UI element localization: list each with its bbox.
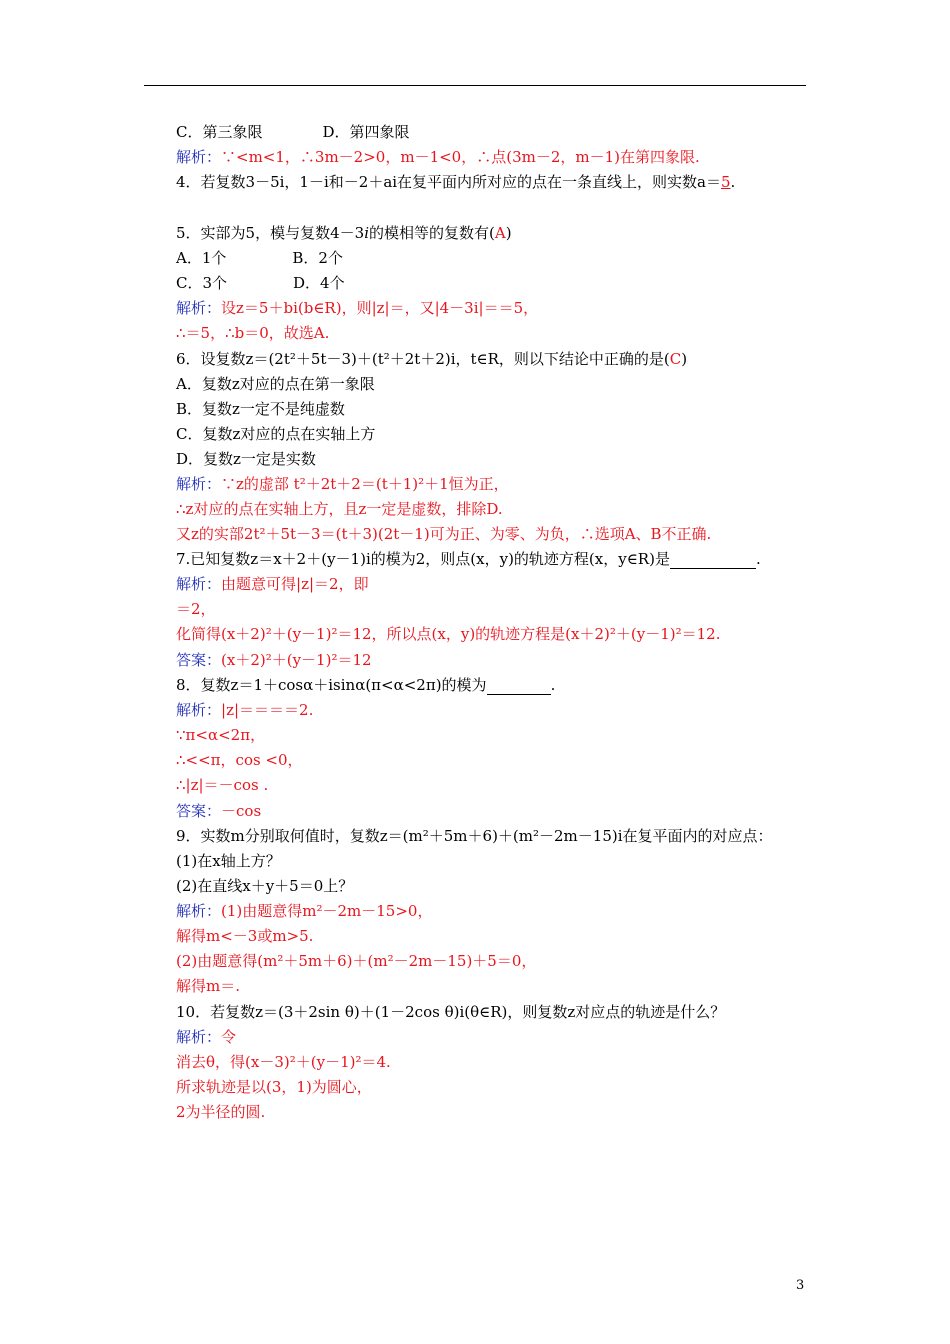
q6-option-c: C．复数z对应的点在实轴上方 [176,425,376,443]
analysis-label: 解析： [176,148,222,166]
q8-end: . [550,676,556,694]
q7-analysis-1 [176,574,369,594]
answer-label: 答案： [176,802,222,820]
q9-part-2: (2)在直线x＋y＋5＝0上？ [176,877,354,895]
q9-question: 9．实数m分别取何值时，复数z＝(m²＋5m＋6)＋(m²－2m－15)i在复平面内的对应点： [176,827,773,845]
q7-text: 7.已知复数z＝x＋2＋(y－1)i的模为2，则点(x，y)的轨迹方程(x，y∈R)是 [176,550,670,568]
q8-analysis-1 [176,700,313,720]
q10-analysis-3: 所求轨迹是以(3，1)为圆心， [176,1078,372,1096]
q3-analysis [176,147,700,167]
q8-analysis-4: ∴|z|＝－cos . [176,776,269,794]
q9-analysis-2: 解得m<－3或m>5. [176,927,314,945]
q5-text2: 的模相等的复数有( [369,224,495,242]
q8-analysis-text-1: |z|＝＝＝＝2. [221,701,314,719]
q9-analysis-3: (2)由题意得(m²＋5m＋6)＋(m²－2m－15)＋5＝0， [176,952,537,970]
q7-question [176,549,761,569]
q5-close: ) [505,224,512,242]
q5-option-a: A．1个 [176,249,227,267]
q8-question [176,675,555,695]
q3-analysis-text: ∵<m<1，∴3m－2>0，m－1<0，∴点(3m－2，m－1)在第四象限. [221,148,700,166]
q6-option-a: A．复数z对应的点在第一象限 [176,375,375,393]
analysis-label: 解析： [176,299,222,317]
q6-analysis-text-1: ∵z的虚部 t²＋2t＋2＝(t＋1)²＋1恒为正， [221,475,509,493]
q3-option-c: C．第三象限 [176,123,263,141]
analysis-label: 解析： [176,1028,222,1046]
q10-analysis-2: 消去θ，得(x－3)²＋(y－1)²＝4. [176,1053,391,1071]
q6-analysis-3: 又z的实部2t²＋5t－3＝(t＋3)(2t－1)可为正、为零、为负，∴选项A、B不正确. [176,525,712,543]
q10-analysis-text-1: 令 [221,1028,237,1046]
q6-answer: C [669,350,682,368]
q7-analysis-2: ＝2， [176,600,216,618]
q5-question [176,223,512,243]
q9-analysis-text-1: (1)由题意得m²－2m－15>0， [221,902,433,920]
analysis-label: 解析： [176,575,222,593]
q8-analysis-3: ∴<<π，cos <0， [176,751,303,769]
q5-option-d: D．4个 [293,274,345,292]
q5-options-cd [176,273,345,293]
q7-answer-blank [670,553,756,569]
q8-answer-blank [487,679,551,695]
q6-analysis-2: ∴z对应的点在实轴上方，且z一定是虚数，排除D. [176,500,503,518]
q4-question [176,172,735,192]
q6-option-b: B．复数z一定不是纯虚数 [176,400,345,418]
analysis-label: 解析： [176,902,222,920]
q4-end: . [730,173,736,191]
q5-text: 5．实部为5，模与复数4－3 [176,224,365,242]
q7-analysis-3: 化简得(x＋2)²＋(y－1)²＝12，所以点(x，y)的轨迹方程是(x＋2)²＋(y－1)²＝12. [176,625,721,643]
q5-option-c: C．3个 [176,274,228,292]
q6-question [176,349,687,369]
q3-option-d: D．第四象限 [322,123,410,141]
q5-imag-unit: i [364,224,369,242]
q7-analysis-text-1: 由题意可得|z|＝2，即 [221,575,369,593]
q7-answer [176,650,372,670]
q5-analysis-1 [176,298,538,318]
header-rule [144,85,806,86]
q6-option-d: D．复数z一定是实数 [176,450,316,468]
q9-analysis-1 [176,901,432,921]
q6-text: 6．设复数z＝(2t²＋5t－3)＋(t²＋2t＋2)i，t∈R，则以下结论中正确的是( [176,350,670,368]
q8-text: 8．复数z＝1＋cosα＋isinα(π<α<2π)的模为 [176,676,487,694]
answer-label: 答案： [176,651,222,669]
q6-analysis-1 [176,474,509,494]
q7-end: . [755,550,761,568]
q8-analysis-2: ∵π<α<2π， [176,726,266,744]
analysis-label: 解析： [176,475,222,493]
q5-analysis-text-1: 设z＝5＋bi(b∈R)，则|z|＝，又|4－3i|＝＝5， [221,299,539,317]
q10-analysis-1 [176,1027,236,1047]
q5-analysis-2: ∴＝5，∴b＝0，故选A. [176,324,330,342]
q10-question: 10．若复数z＝(3＋2sin θ)＋(1－2cos θ)i(θ∈R)，则复数z对应点的轨迹是什么？ [176,1003,726,1021]
analysis-label: 解析： [176,701,222,719]
q4-answer: 5 [721,173,731,191]
q5-answer: A [494,224,506,242]
q5-option-b: B．2个 [292,249,343,267]
q8-answer-text: －cos [221,802,262,820]
q4-text: 4．若复数3－5i，1－i和－2＋ai在复平面内所对应的点在一条直线上，则实数a＝ [176,173,721,191]
q10-analysis-4: 2为半径的圆. [176,1103,266,1121]
q6-close: ) [681,350,688,368]
q7-answer-text: (x＋2)²＋(y－1)²＝12 [221,651,372,669]
q8-answer [176,801,261,821]
q9-analysis-4: 解得m＝. [176,977,240,995]
q9-part-1: (1)在x轴上方？ [176,852,281,870]
q3-options [176,122,410,142]
page-number: 3 [796,1278,805,1293]
q5-options-ab [176,248,343,268]
